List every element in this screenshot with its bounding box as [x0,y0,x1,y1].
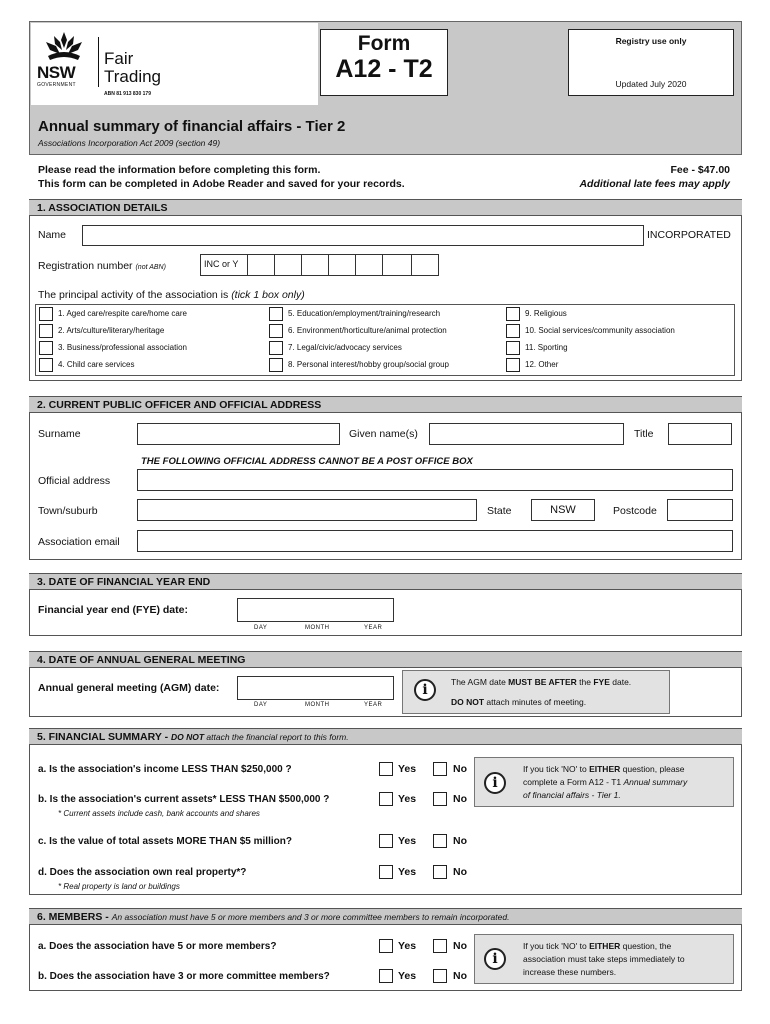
s5-heading-text: 5. FINANCIAL SUMMARY - [37,731,171,743]
fye-year-hint: YEAR [364,625,383,631]
agm-info-line-1 [451,677,631,687]
s5d-no-label: No [453,866,467,878]
town-label: Town/suburb [38,505,98,517]
address-note: THE FOLLOWING OFFICIAL ADDRESS CANNOT BE A POST OFFICE BOX [141,456,473,467]
agm-label: Annual general meeting (AGM) date: [38,682,220,694]
s6b-yes-checkbox[interactable] [379,969,393,983]
s5-info-2b: Annual summary [623,777,688,787]
postcode-input[interactable] [667,499,733,521]
surname-input[interactable] [137,423,340,445]
reg-number-note: (not ABN) [135,264,166,271]
section-6-heading [29,908,742,925]
s5-info-1a: If you tick 'NO' to [523,764,590,774]
s6-info-1b: EITHER [589,941,621,951]
s5-heading-rest: attach the financial report to this form. [204,732,349,742]
page-title: Annual summary of financial affairs - Tier 2 [38,118,346,135]
dept-fair: Fair [104,49,134,68]
s5-question-a: a. Is the association's income LESS THAN $250,000 ? [38,764,292,775]
activity-prompt-text: The principal activity of the association is [38,289,229,301]
logo-nsw: NSW [37,63,76,82]
s6-info-line-1 [523,941,671,951]
activity-checkbox-9[interactable] [506,307,520,321]
agm-info-2b: attach minutes of meeting. [484,697,587,707]
activity-label-8: 8. Personal interest/hobby group/social group [288,360,449,369]
surname-label: Surname [38,428,81,440]
s6a-no-label: No [453,940,467,952]
fye-month-hint: MONTH [305,625,330,631]
reg-digit-input-6[interactable] [382,254,412,276]
s5-info-line-1 [523,764,685,774]
abn: ABN 81 913 830 179 [104,91,151,97]
state-value: NSW [531,499,595,521]
fye-label: Financial year end (FYE) date: [38,604,188,616]
agm-info-2a: DO NOT [451,697,485,707]
s5b-yes-label: Yes [398,793,417,805]
s6a-no-checkbox[interactable] [433,939,447,953]
s5-info-1c: question, please [620,764,685,774]
s5-question-d-note: * Real property is land or buildings [58,882,180,891]
s5-info-line-3: of financial affairs - Tier 1. [523,790,621,800]
s5d-no-checkbox[interactable] [433,865,447,879]
s6-info-1a: If you tick 'NO' to [523,941,590,951]
agm-date-input[interactable] [237,676,394,700]
title-input[interactable] [668,423,732,445]
section-3-heading: 3. DATE OF FINANCIAL YEAR END [29,573,742,590]
activity-checkbox-8[interactable] [269,358,283,372]
logo-divider [98,37,99,87]
agm-info-line-2 [451,697,586,707]
form-code: A12 - T2 [335,55,433,83]
activity-label-9: 9. Religious [525,309,567,318]
reg-number-text: Registration number [38,260,133,272]
reg-number-label [38,260,166,272]
incorporated-label: INCORPORATED [647,229,731,241]
activity-label-4: 4. Child care services [58,360,135,369]
activity-checkbox-3[interactable] [39,341,53,355]
activity-prompt-note: (tick 1 box only) [231,289,305,301]
registry-box [568,29,734,96]
logo-government: GOVERNMENT [37,82,76,88]
s5c-yes-label: Yes [398,835,417,847]
activity-label-7: 7. Legal/civic/advocacy services [288,343,402,352]
s5d-yes-label: Yes [398,866,417,878]
s5b-no-checkbox[interactable] [433,792,447,806]
intro-line-1: Please read the information before completing this form. [38,164,321,176]
activity-checkbox-7[interactable] [269,341,283,355]
s6-heading-rest: An association must have 5 or more members and 3 or more committee members to remain incorporated. [111,912,510,922]
fye-day-hint: DAY [254,625,268,631]
form-word: Form [357,32,411,55]
s6b-no-checkbox[interactable] [433,969,447,983]
activity-prompt [38,289,305,301]
s5a-no-checkbox[interactable] [433,762,447,776]
activity-checkbox-2[interactable] [39,324,53,338]
s6a-yes-label: Yes [398,940,417,952]
activity-checkbox-5[interactable] [269,307,283,321]
s5b-no-label: No [453,793,467,805]
activity-checkbox-12[interactable] [506,358,520,372]
s5c-no-label: No [453,835,467,847]
state-label: State [487,505,512,517]
email-input[interactable] [137,530,733,552]
agm-month-hint: MONTH [305,702,330,708]
waratah-logo-icon [40,30,88,66]
s6a-yes-checkbox[interactable] [379,939,393,953]
activity-label-1: 1. Aged care/respite care/home care [58,309,187,318]
s5-question-d: d. Does the association own real property*? [38,867,247,878]
s6-info-line-3: increase these numbers. [523,967,617,977]
s5-question-b-note: * Current assets include cash, bank accounts and shares [58,809,260,818]
section-2-heading: 2. CURRENT PUBLIC OFFICER AND OFFICIAL ADDRESS [29,396,742,413]
s6-info-line-2: association must take steps immediately to [523,954,685,964]
section-1-heading: 1. ASSOCIATION DETAILS [29,199,742,216]
agm-info-1a: The AGM date [451,677,509,687]
title-label: Title [634,428,654,440]
intro-line-2: This form can be completed in Adobe Reader and saved for your records. [38,178,405,190]
s5-info-icon: i [484,772,506,794]
s5-info-line-2 [523,777,687,787]
name-label: Name [38,229,67,241]
s5a-no-label: No [453,763,467,775]
late-fee: Additional late fees may apply [579,178,730,190]
activity-checkbox-11[interactable] [506,341,520,355]
address-input[interactable] [137,469,733,491]
reg-prefix: INC or Y [200,254,248,276]
town-input[interactable] [137,499,477,521]
email-label: Association email [38,536,120,548]
s5-info-2a: complete a Form A12 - T1 [523,777,624,787]
section-4-heading: 4. DATE OF ANNUAL GENERAL MEETING [29,651,742,668]
agm-info-1d: FYE [593,677,610,687]
activity-checkbox-10[interactable] [506,324,520,338]
s5a-yes-label: Yes [398,763,417,775]
agm-year-hint: YEAR [364,702,383,708]
s5-info-1b: EITHER [589,764,621,774]
act-reference: Associations Incorporation Act 2009 (section 49) [38,138,221,148]
agm-info-1b: MUST BE AFTER [508,677,577,687]
s6-info-1c: question, the [620,941,672,951]
reg-digit-input-4[interactable] [328,254,356,276]
reg-digit-input-7[interactable] [411,254,439,276]
name-input[interactable] [82,225,644,246]
info-icon: i [414,679,436,701]
s5a-yes-checkbox[interactable] [379,762,393,776]
reg-digit-input-2[interactable] [274,254,302,276]
given-name-input[interactable] [429,423,624,445]
updated-date: Updated July 2020 [615,79,687,89]
agm-day-hint: DAY [254,702,268,708]
s5-heading-em: DO NOT [170,732,205,742]
form-code-box [320,29,448,96]
s5-question-b: b. Is the association's current assets* LESS THAN $500,000 ? [38,794,330,805]
s5-question-c: c. Is the value of total assets MORE THAN $5 million? [38,836,292,847]
s6b-yes-label: Yes [398,970,417,982]
activity-label-12: 12. Other [525,360,559,369]
s6b-no-label: No [453,970,467,982]
section-5-heading [29,728,742,745]
fee: Fee - $47.00 [670,164,730,176]
postcode-label: Postcode [613,505,657,517]
activity-label-6: 6. Environment/horticulture/animal protection [288,326,447,335]
reg-digit-input-5[interactable] [355,254,383,276]
agm-info-1e: date. [609,677,632,687]
fye-date-input[interactable] [237,598,394,622]
activity-label-5: 5. Education/employment/training/research [288,309,441,318]
activity-checkbox-4[interactable] [39,358,53,372]
activity-label-2: 2. Arts/culture/literary/heritage [58,326,165,335]
s5b-yes-checkbox[interactable] [379,792,393,806]
given-name-label: Given name(s) [349,428,418,440]
s6-question-a: a. Does the association have 5 or more members? [38,941,277,952]
s6-heading-text: 6. MEMBERS - [37,911,112,923]
activity-label-3: 3. Business/professional association [58,343,187,352]
registry-label: Registry use only [615,36,687,46]
s5c-no-checkbox[interactable] [433,834,447,848]
activity-label-11: 11. Sporting [525,343,568,352]
s6-question-b: b. Does the association have 3 or more committee members? [38,971,330,982]
s6-info-icon: i [484,948,506,970]
address-label: Official address [38,475,111,487]
reg-digit-input-1[interactable] [247,254,275,276]
agm-info-1c: the [576,677,594,687]
dept-trading: Trading [104,67,162,86]
reg-digit-input-3[interactable] [301,254,329,276]
activity-label-10: 10. Social services/community association [525,326,675,335]
s5c-yes-checkbox[interactable] [379,834,393,848]
activity-checkbox-1[interactable] [39,307,53,321]
activity-checkbox-6[interactable] [269,324,283,338]
s5d-yes-checkbox[interactable] [379,865,393,879]
